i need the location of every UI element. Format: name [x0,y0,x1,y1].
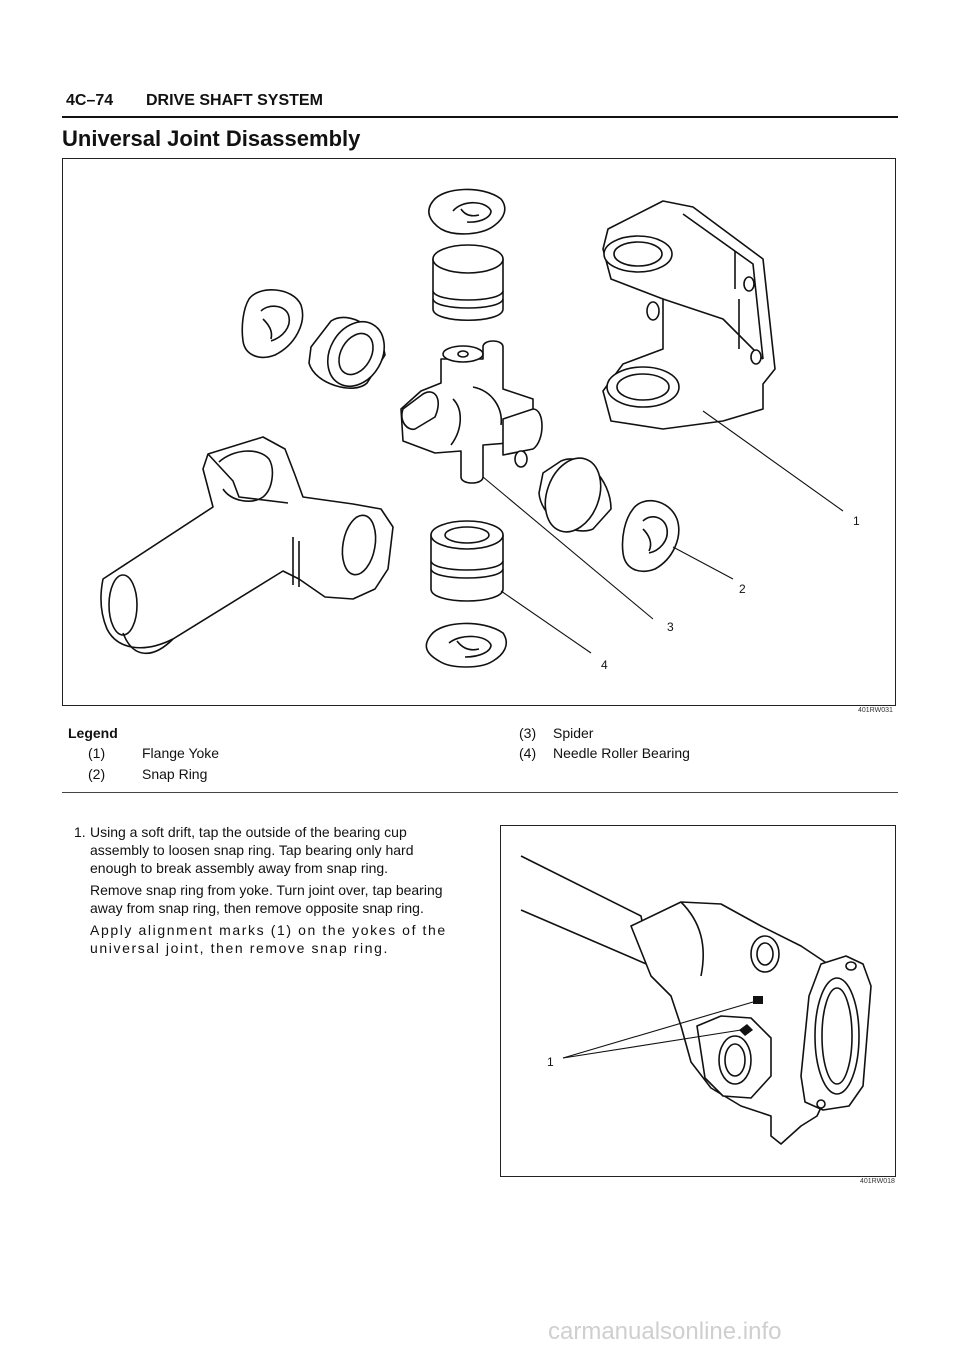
legend-label-2: Snap Ring [142,766,208,782]
figure1-code: 401RW031 [858,707,893,714]
legend-label-4: Needle Roller Bearing [553,745,690,761]
callout-3: 3 [667,620,674,634]
snap-ring-right-drawing [622,501,678,572]
snap-ring-bottom-drawing [426,623,506,667]
procedure-step-1 [74,823,464,961]
legend-separator [62,792,898,793]
step-paragraph-3: Apply alignment marks (1) on the yokes of the universal joint, then remove snap ring. [90,922,447,956]
legend-num-1: (1) [88,745,106,761]
leader-4 [501,591,591,653]
bearing-cup-left-drawing [309,312,396,397]
alignment-mark-upper [753,996,763,1004]
callout-1: 1 [853,514,860,528]
legend-label-1: Flange Yoke [142,745,220,761]
legend-num-4: (4) [519,745,537,761]
figure2-code: 401RW018 [860,1178,895,1185]
step-paragraph-1: Using a soft drift, tap the outside of the bearing cup assembly to loosen snap ring. Tap bearing only hard enough to break assembly away from snap ring. [90,824,414,876]
bearing-cup-top-drawing [433,245,503,320]
page-title: Universal Joint Disassembly [62,126,361,151]
header-rule [62,116,898,118]
legend-label-3: Spider [553,725,594,741]
alignment-marks-illustration [501,826,895,1176]
exploded-view-illustration [63,159,895,705]
leader-2 [673,547,733,579]
flange-yoke-drawing [603,201,775,429]
figure2-callout-1: 1 [547,1055,554,1069]
bearing-cup-bottom-drawing [431,521,503,601]
snap-ring-top-drawing [429,189,505,233]
alignment-marks-figure [500,825,896,1177]
shaft-tube-drawing [521,856,651,966]
section-title: DRIVE SHAFT SYSTEM [146,92,323,109]
callout-2: 2 [739,582,746,596]
spider-drawing [401,341,542,483]
legend-heading: Legend [68,725,118,741]
legend-num-2: (2) [88,766,106,782]
leader-1 [703,411,843,511]
bearing-cup-right-drawing [536,450,611,539]
exploded-view-figure [62,158,896,706]
callout-4: 4 [601,658,608,672]
page-number: 4C–74 [66,92,114,109]
snap-ring-left-drawing [242,290,302,358]
step-number: 1. [74,824,86,840]
watermark-text: carmanualsonline.info [548,1318,782,1345]
slip-yoke-drawing [101,437,393,653]
step-paragraph-2: Remove snap ring from yoke. Turn joint over, tap bearing away from snap ring, then remove opposite snap ring. [90,882,443,916]
legend-num-3: (3) [519,725,537,741]
